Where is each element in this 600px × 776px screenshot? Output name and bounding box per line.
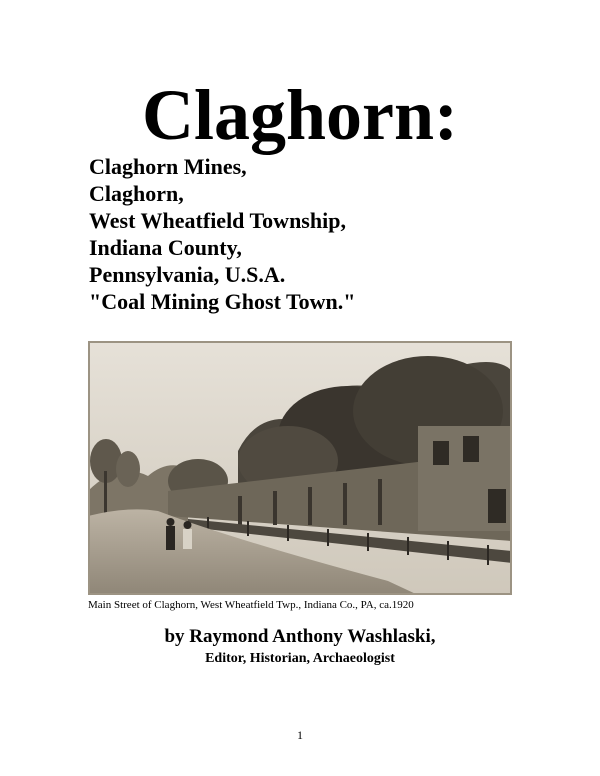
street-photo (88, 341, 512, 595)
subtitle-line: Claghorn Mines, (89, 154, 247, 179)
street-photo-illustration (88, 341, 512, 595)
photo-caption: Main Street of Claghorn, West Wheatfield Twp., Indiana Co., PA, ca.1920 (88, 599, 414, 611)
subtitle-line: "Coal Mining Ghost Town." (89, 289, 356, 314)
author-roles: Editor, Historian, Archaeologist (205, 651, 395, 666)
subtitle-line: Claghorn, (89, 181, 184, 206)
page-number: 1 (297, 728, 303, 742)
subtitle-line: Indiana County, (89, 235, 242, 260)
subtitle-block (89, 153, 549, 315)
document-title: Claghorn: (141, 75, 459, 155)
subtitle-line: West Wheatfield Township, (89, 208, 346, 233)
author-byline: by Raymond Anthony Washlaski, (164, 626, 436, 647)
subtitle-line: Pennsylvania, U.S.A. (89, 262, 286, 287)
